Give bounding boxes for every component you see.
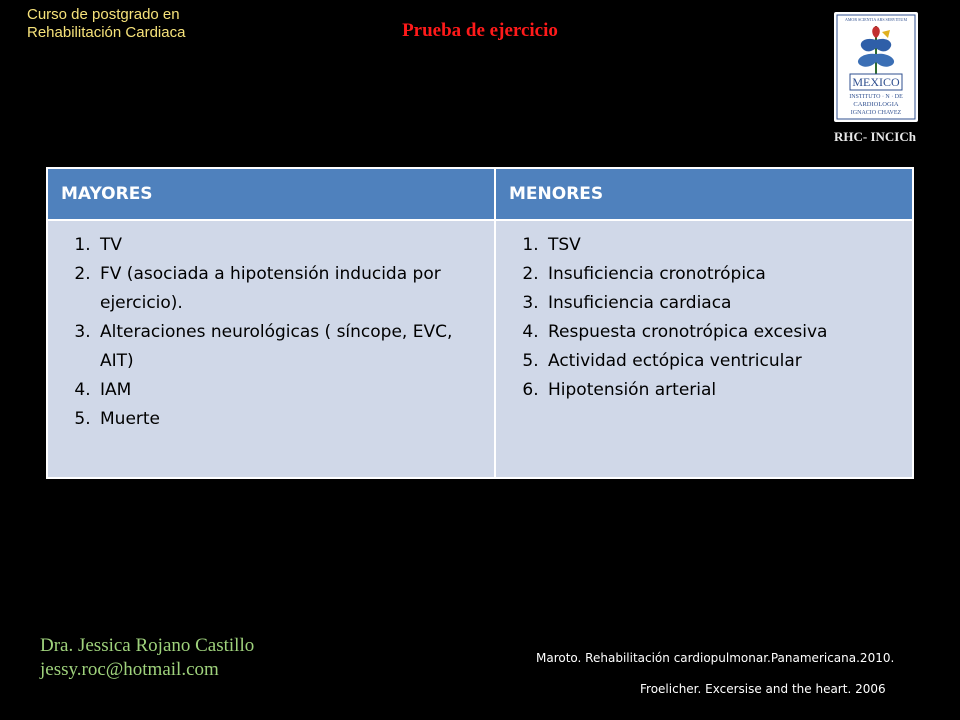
logo-line-3: IGNACIO CHAVEZ (850, 110, 902, 116)
menores-cell (495, 220, 913, 478)
logo-caption: RHC- INCICh (834, 129, 916, 144)
list-item: 4. Respuesta cronotrópica excesiva (544, 318, 906, 347)
list-item: 6. Hipotensión arterial (544, 376, 906, 405)
menores-list (502, 231, 906, 405)
course-line-2: Rehabilitación Cardiaca (27, 24, 186, 41)
table-header-row (47, 168, 913, 220)
author-name: Dra. Jessica Rojano Castillo (40, 635, 255, 656)
table-row (47, 220, 913, 478)
criteria-table (46, 167, 914, 479)
reference-1: Maroto. Rehabilitación cardiopulmonar.Panamericana.2010. (536, 651, 895, 665)
list-item: 2. Insuficiencia cronotrópica (544, 260, 906, 289)
list-item: 5. Actividad ectópica ventricular (544, 347, 906, 376)
mayores-cell (47, 220, 495, 478)
slide-title: Prueba de ejercicio (402, 20, 558, 41)
list-item: 3. Insuficiencia cardiaca (544, 289, 906, 318)
list-item: 1. TV (96, 231, 488, 260)
list-item: 1. TSV (544, 231, 906, 260)
header-menores: MENORES (495, 168, 913, 220)
course-line-1: Curso de postgrado en (27, 6, 180, 23)
author-email: jessy.roc@hotmail.com (40, 659, 219, 680)
logo-arc-text: AMOR SCIENTIA ARS SERVITIUM (844, 17, 908, 22)
author-block (40, 634, 254, 682)
logo-line-1: INSTITUTO · N · DE (849, 94, 903, 100)
logo-line-2: CARDIOLOGIA (853, 101, 899, 108)
header-mayores: MAYORES (47, 168, 495, 220)
list-item: 5. Muerte (96, 405, 488, 434)
list-item: 2. FV (asociada a hipotensión inducida por ejercicio). (96, 260, 488, 318)
list-item: 3. Alteraciones neurológicas ( síncope, EVC, AIT) (96, 318, 488, 376)
reference-2: Froelicher. Excersise and the heart. 2006 (640, 682, 886, 696)
institute-logo (834, 12, 918, 122)
mayores-list (54, 231, 488, 434)
logo-mexico-text: MEXICO (852, 75, 900, 89)
cardiology-logo-icon (834, 12, 918, 122)
list-item: 4. IAM (96, 376, 488, 405)
